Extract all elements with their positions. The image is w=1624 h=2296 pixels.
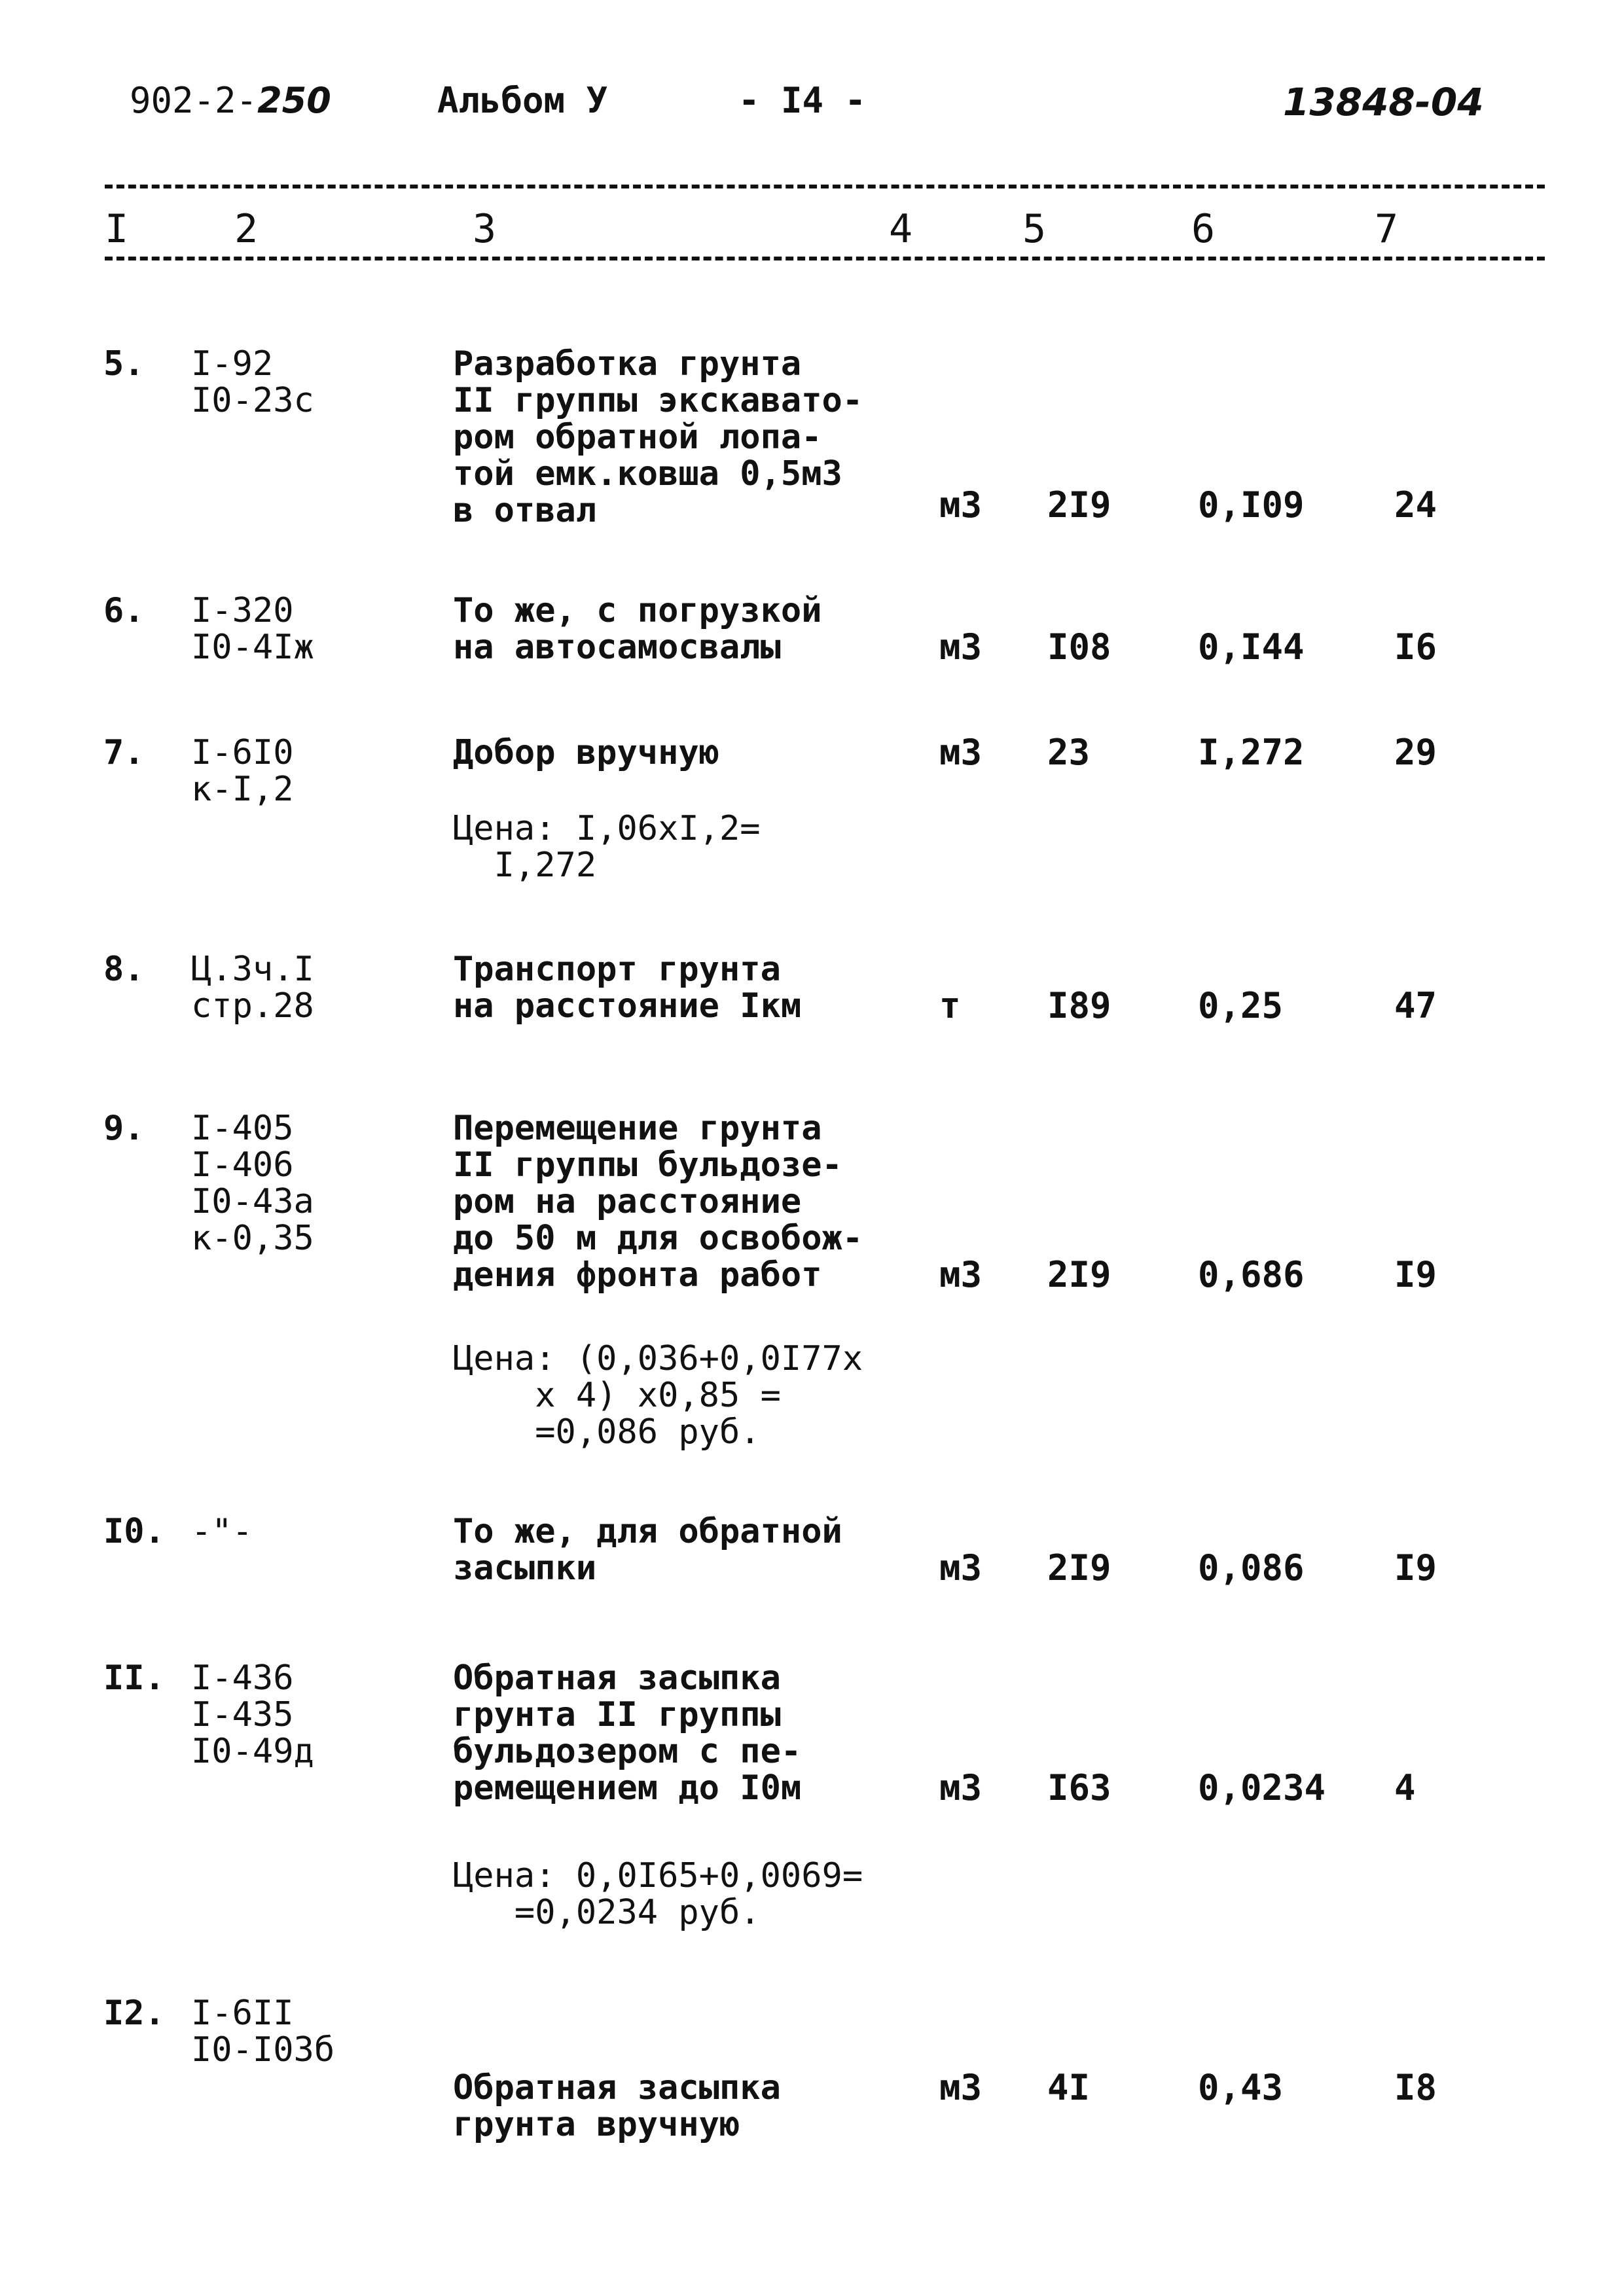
price-formula-line: х 4) х0,85 = — [453, 1376, 781, 1415]
unit-price: 0,686 — [1198, 1254, 1305, 1295]
work-description — [453, 1513, 842, 1587]
norm-code — [191, 346, 314, 419]
column-number-1: I — [105, 206, 129, 252]
unit-price: 0,I44 — [1198, 626, 1305, 668]
work-description-line: на расстояние Iкм — [453, 986, 802, 1026]
work-description-line: Обратная засыпка — [453, 1659, 781, 1698]
work-description — [453, 734, 719, 771]
row-number: 6. — [103, 591, 145, 630]
norm-code-line: к-0,35 — [191, 1219, 314, 1258]
work-description-line: до 50 м для освобож- — [453, 1219, 863, 1258]
work-description-line: Транспорт грунта — [453, 950, 781, 989]
row-number: II. — [103, 1659, 165, 1698]
norm-code — [191, 1995, 334, 2068]
price-formula-line: =0,086 руб. — [453, 1412, 761, 1452]
row-number: 9. — [103, 1109, 145, 1148]
norm-code-line: -"- — [191, 1512, 253, 1551]
row-number: 5. — [103, 344, 145, 384]
norm-code-line: I-435 — [191, 1695, 294, 1734]
norm-code — [191, 1110, 314, 1257]
album-label: Альбом У — [437, 80, 608, 121]
total-cost: I9 — [1394, 1254, 1437, 1295]
work-description-line: грунта II группы — [453, 1695, 781, 1734]
price-formula — [453, 1340, 863, 1450]
price-formula — [453, 1857, 863, 1931]
header-divider — [105, 185, 1545, 188]
work-description-line: ром на расстояние — [453, 1182, 802, 1221]
column-number-5: 5 — [1022, 206, 1047, 252]
work-description-line: Разработка грунта — [453, 344, 802, 384]
quantity: 2I9 — [1047, 1254, 1111, 1295]
unit-of-measure: м3 — [939, 1767, 983, 1808]
total-cost: 47 — [1394, 985, 1437, 1026]
column-header-divider — [105, 257, 1545, 260]
norm-code-line: I0-49д — [191, 1732, 314, 1771]
column-number-3: 3 — [473, 206, 497, 252]
unit-price: 0,0234 — [1198, 1767, 1326, 1808]
work-description — [453, 592, 822, 666]
unit-price: 0,43 — [1198, 2067, 1284, 2108]
column-number-7: 7 — [1375, 206, 1399, 252]
price-formula-line: I,272 — [453, 846, 597, 885]
price-formula-line: Цена: (0,036+0,0I77х — [453, 1339, 863, 1378]
unit-of-measure: м3 — [939, 1547, 983, 1588]
work-description-line: грунта вручную — [453, 2105, 740, 2144]
column-number-6: 6 — [1191, 206, 1216, 252]
price-formula-line: Цена: I,06хI,2= — [453, 809, 761, 848]
row-number: I0. — [103, 1512, 165, 1551]
norm-code — [191, 1513, 253, 1550]
work-description-line: II группы экскавато- — [453, 381, 863, 420]
unit-price: I,272 — [1198, 732, 1305, 773]
norm-code-line: I-6II — [191, 1994, 294, 2033]
norm-code-line: Ц.3ч.I — [191, 950, 314, 989]
work-description-line: в отвал — [453, 491, 597, 530]
norm-code — [191, 951, 314, 1024]
document-code — [130, 80, 331, 121]
unit-price: 0,25 — [1198, 985, 1284, 1026]
column-number-2: 2 — [234, 206, 259, 252]
document-code-handwritten: 250 — [257, 80, 331, 121]
norm-code-line: I-436 — [191, 1659, 294, 1698]
work-description-line: дения фронта работ — [453, 1255, 822, 1295]
work-description-line: Перемещение грунта — [453, 1109, 822, 1148]
norm-code-line: стр.28 — [191, 986, 314, 1026]
column-number-4: 4 — [889, 206, 913, 252]
quantity: 2I9 — [1047, 484, 1111, 526]
price-formula-line: =0,0234 руб. — [453, 1893, 761, 1932]
work-description-line: ремещением до I0м — [453, 1768, 802, 1808]
norm-code — [191, 592, 314, 666]
norm-code-line: I-405 — [191, 1109, 294, 1148]
price-formula-line: Цена: 0,0I65+0,0069= — [453, 1856, 863, 1895]
work-description-line: Обратная засыпка — [453, 2068, 781, 2108]
work-description-line: II группы бульдозе- — [453, 1145, 842, 1185]
quantity: 4I — [1047, 2067, 1091, 2108]
work-description-line: ром обратной лопа- — [453, 418, 822, 457]
work-description-line: на автосамосвалы — [453, 628, 781, 667]
norm-code — [191, 734, 294, 808]
work-description — [453, 951, 801, 1024]
norm-code-line: I-320 — [191, 591, 294, 630]
unit-of-measure: м3 — [939, 2067, 983, 2108]
quantity: I63 — [1047, 1767, 1111, 1808]
quantity: 23 — [1047, 732, 1091, 773]
total-cost: I6 — [1394, 626, 1437, 668]
price-formula — [453, 810, 761, 884]
total-cost: 29 — [1394, 732, 1437, 773]
work-description-line: засыпки — [453, 1549, 597, 1588]
sheet-code: 13848-04 — [1283, 80, 1484, 124]
row-number: I2. — [103, 1994, 165, 2033]
page-number: - I4 - — [738, 80, 867, 121]
unit-of-measure: м3 — [939, 484, 983, 526]
norm-code-line: I-92 — [191, 344, 274, 384]
unit-price: 0,086 — [1198, 1547, 1305, 1588]
work-description — [453, 1110, 863, 1293]
work-description — [453, 1660, 801, 1806]
norm-code-line: к-I,2 — [191, 770, 294, 809]
unit-of-measure: м3 — [939, 1254, 983, 1295]
unit-price: 0,I09 — [1198, 484, 1305, 526]
row-number: 8. — [103, 950, 145, 989]
work-description-line: той емк.ковша 0,5м3 — [453, 454, 842, 493]
work-description-line: бульдозером с пе- — [453, 1732, 802, 1771]
norm-code-line: I0-43а — [191, 1182, 314, 1221]
quantity: I89 — [1047, 985, 1111, 1026]
work-description — [453, 2070, 781, 2143]
work-description — [453, 346, 863, 529]
norm-code-line: I-406 — [191, 1145, 294, 1185]
norm-code-line: I0-23с — [191, 381, 314, 420]
work-description-line: То же, с погрузкой — [453, 591, 822, 630]
norm-code-line: I-6I0 — [191, 733, 294, 772]
total-cost: 24 — [1394, 484, 1437, 526]
norm-code — [191, 1660, 314, 1770]
total-cost: 4 — [1394, 1767, 1416, 1808]
total-cost: I8 — [1394, 2067, 1437, 2108]
row-number: 7. — [103, 733, 145, 772]
unit-of-measure: м3 — [939, 732, 983, 773]
norm-code-line: I0-I03б — [191, 2030, 335, 2070]
unit-of-measure: т — [939, 985, 961, 1026]
quantity: I08 — [1047, 626, 1111, 668]
norm-code-line: I0-4Iж — [191, 628, 314, 667]
work-description-line: Добор вручную — [453, 733, 719, 772]
total-cost: I9 — [1394, 1547, 1437, 1588]
document-code-printed: 902-2- — [130, 80, 258, 121]
work-description-line: То же, для обратной — [453, 1512, 842, 1551]
quantity: 2I9 — [1047, 1547, 1111, 1588]
unit-of-measure: м3 — [939, 626, 983, 668]
